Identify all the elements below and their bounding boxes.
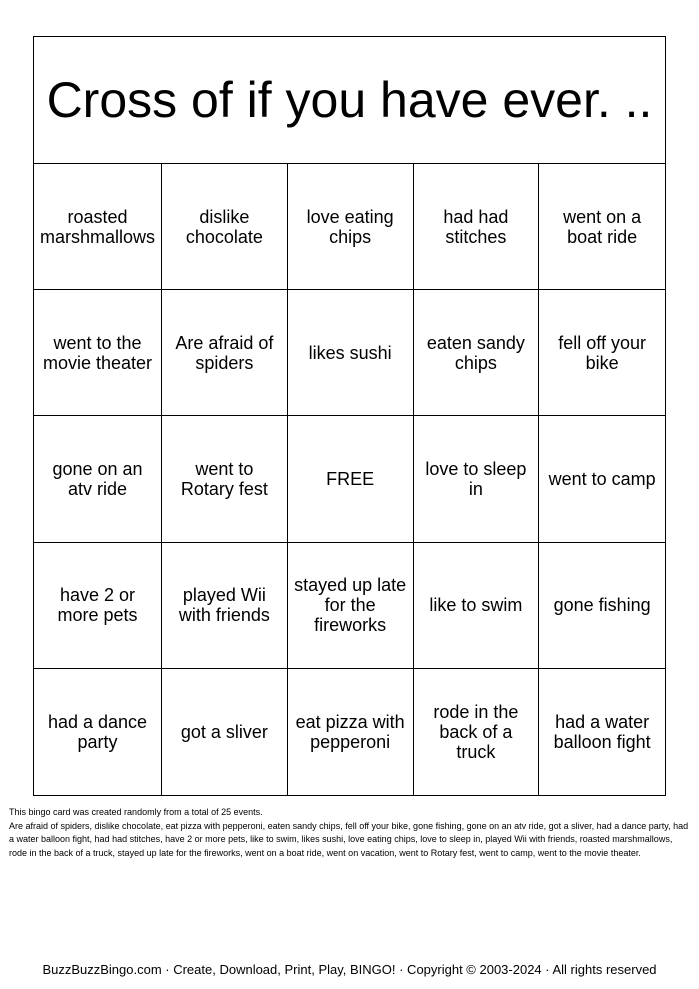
bingo-cell-r5-c3: eat pizza with pepperoni	[288, 669, 414, 795]
bingo-cell-r5-c5: had a water balloon fight	[553, 711, 651, 752]
bingo-cell-r1-c1: roasted marshmallows	[34, 164, 162, 290]
bingo-cell-r5-c1: had a dance party	[34, 669, 162, 795]
bingo-cell-r4-c3: stayed up late for the fireworks	[288, 543, 414, 669]
bingo-cell-r1-c4: had had stitches	[414, 164, 540, 290]
bingo-free-cell: FREE	[288, 416, 414, 542]
bingo-cell-r4-c2: played Wii with friends	[162, 543, 288, 669]
bingo-cell-r1-c5: went on a boat ride	[539, 164, 665, 290]
bingo-cell-r3-c1: gone on an atv ride	[34, 416, 162, 542]
bingo-cell-r3-c5: went to camp	[539, 416, 665, 542]
bingo-cell-r3-c4: love to sleep in	[414, 416, 540, 542]
bingo-cell-r4-c1: have 2 or more pets	[34, 543, 162, 669]
bingo-cell-r2-c5: fell off your bike	[539, 290, 665, 416]
bingo-cell-r4-c4: like to swim	[414, 543, 540, 669]
bingo-cell-r1-c3: love eating chips	[288, 164, 414, 290]
bingo-cell-r4-c5: gone fishing	[539, 543, 665, 669]
card-title: Cross of if you have ever. ..	[34, 37, 665, 164]
card-info-summary: This bingo card was created randomly from a total of 25 events.	[9, 807, 263, 817]
page-footer: BuzzBuzzBingo.com · Create, Download, Print, Play, BINGO! · Copyright © 2003-2024 · All rights reserved	[42, 962, 657, 977]
bingo-cell-r2-c2: Are afraid of spiders	[162, 290, 288, 416]
bingo-card	[33, 36, 666, 796]
bingo-cell-r3-c2: went to Rotary fest	[162, 416, 288, 542]
bingo-cell-r5-c2: got a sliver	[162, 669, 288, 795]
bingo-cell-r2-c3: likes sushi	[288, 290, 414, 416]
card-info-events: Are afraid of spiders, dislike chocolate, eat pizza with pepperoni, eaten sandy chips, fell off your bike, gone fishing, gone on an atv ride, got a sliver, had a dance party, had a water balloon fight, had had stitches, have 2 or more pets, like to swim, likes sushi, love eating chips, love to sleep in, played Wii with friends, roasted marshmallows, rode in the back of a truck, stayed up late for the fireworks, went on a boat ride, went on vacation, went to Rotary fest, went to camp, went to the movie theater.	[9, 820, 689, 858]
bingo-cell-r2-c4: eaten sandy chips	[414, 290, 540, 416]
bingo-grid	[34, 164, 665, 795]
card-info	[9, 806, 689, 860]
bingo-cell-r1-c2: dislike chocolate	[162, 164, 288, 290]
bingo-cell-r5-c4: rode in the back of a truck	[414, 669, 540, 795]
bingo-cell-r2-c1: went to the movie theater	[34, 290, 162, 416]
